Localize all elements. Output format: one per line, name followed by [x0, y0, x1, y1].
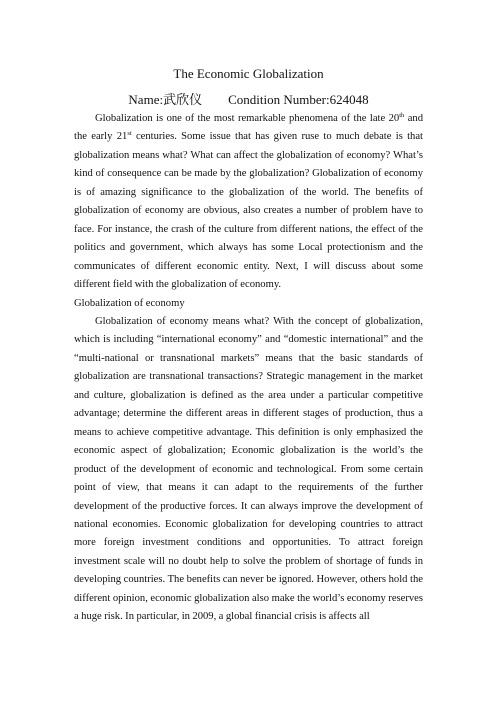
intro-paragraph	[74, 110, 423, 295]
ordinal-suffix-th: th	[399, 112, 405, 119]
document-title: The Economic Globalization	[173, 66, 324, 81]
intro-text-3: centuries. Some issue that has given ruse to much debate is that globalization means what? What can affect the globalization of economy? What’s kind of consequence can be made by the globalization? Globalization of economy is of amazing significance to the globalization of the world. The benefits of globalization of economy are obvious, also creates a number of problem have to face. For instance, the crash of the culture from different nations, the effect of the politics and government, which always has some Local protectionism and the communicates of different economic entity. Next, I will discuss about some different field with the globalization of economy.	[74, 131, 423, 291]
ordinal-suffix-st: st	[127, 130, 132, 138]
author-line	[74, 90, 423, 110]
condition-number-value: 624048	[329, 92, 369, 107]
name-label: Name:	[128, 92, 164, 107]
intro-text-2: and the early 21	[74, 113, 424, 143]
section-paragraph: Globalization of economy means what? With the concept of globalization, which is including “international economy” and “domestic international” and the “multi-national or transnational markets” means that the basic standards of globalization are transnational transactions? Strategic management in the market and culture, globalization is defined as the area under a particular competitive advantage; determine the different areas in different stages of production, thus a means to achieve competitive advantage. This definition is only emphasized the economic aspect of globalization; Economic globalization is the world’s the product of the development of economic and technological. From some certain point of view, that means it can adapt to the requirements of the further development of the productive forces. It can always improve the development of national economies. Economic globalization for developing countries to attract more foreign investment conditions and opportunities. To attract foreign investment scale will no doubt help to solve the problem of shortage of funds in developing countries. The benefits can never be ignored. However, others hold the different opinion, economic globalization also make the world’s economy reserves a huge risk. In particular, in 2009, a global financial crisis is affects all	[74, 315, 423, 623]
section-heading: Globalization of economy	[74, 297, 185, 309]
condition-number-label: Condition Number:	[228, 92, 330, 107]
name-value: 武欣仪	[163, 92, 203, 107]
intro-text-1: Globalization is one of the most remarkable phenomena of the late 20	[95, 113, 400, 124]
